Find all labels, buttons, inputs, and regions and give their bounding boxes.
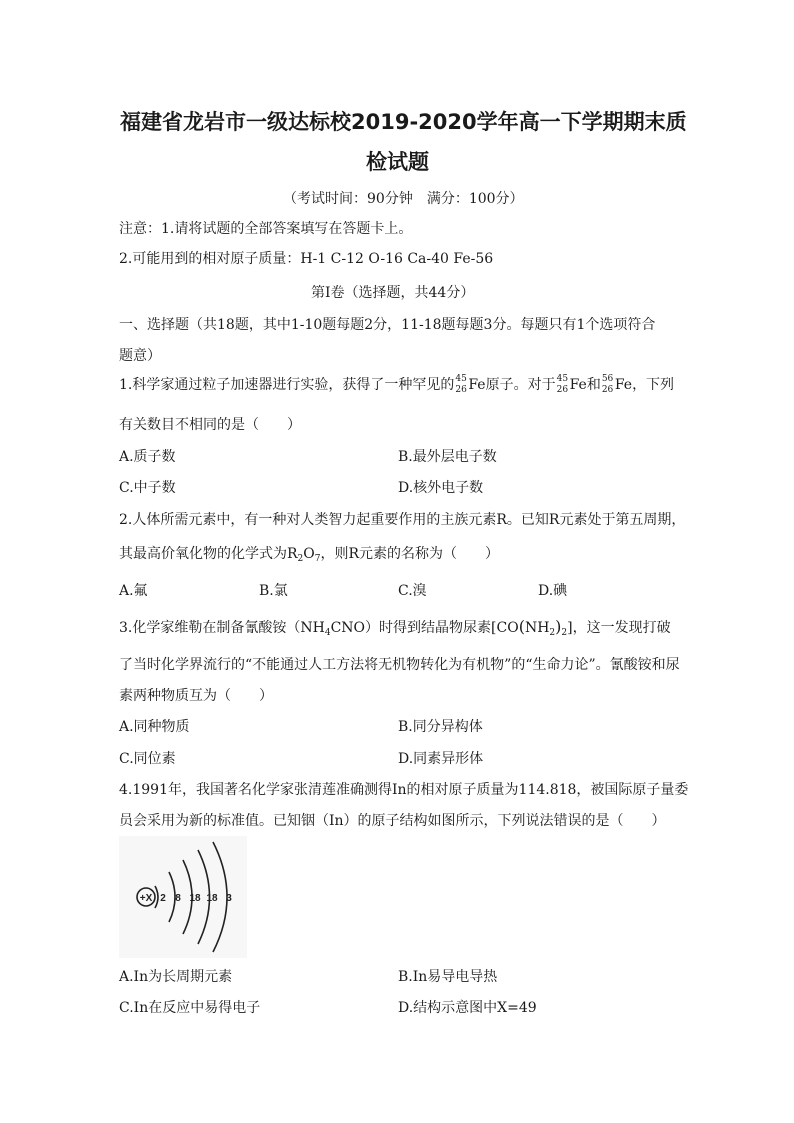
- q3-option-c[interactable]: C.同位素: [119, 751, 176, 767]
- q2-option-c[interactable]: C.溴: [398, 583, 427, 599]
- q1-stem-line2: 有关数目不相同的是（ ）: [119, 417, 301, 433]
- q4-stem-line2: 员会采用为新的标准值。已知铟（In）的原子结构如图所示，下列说法错误的是（ ）: [119, 813, 666, 829]
- shell-4-count: 18: [206, 893, 218, 904]
- formula-nh4cno: $NH_4CNO$: [300, 620, 366, 638]
- q3-option-a[interactable]: A.同种物质: [119, 719, 190, 735]
- atomic-structure-diagram: [119, 836, 247, 958]
- formula-r2o7: $R_2O_7$: [287, 546, 321, 564]
- q1-stem-line1: 1.科学家通过粒子加速器进行实验，获得了一种罕见的 45 26 Fe原子。对于 45 26 Fe和 56 26 Fe，下列: [119, 374, 675, 395]
- q4-option-a[interactable]: A.In为长周期元素: [119, 969, 233, 985]
- shell-1-count: 2: [160, 893, 166, 904]
- page-title-line1: 福建省龙岩市一级达标校2019-2020学年高一下学期期末质: [120, 110, 687, 134]
- q2-option-a[interactable]: A.氟: [119, 583, 148, 599]
- q4-option-d[interactable]: D.结构示意图中X=49: [398, 1000, 537, 1016]
- isotope-fe45-b: 45 26: [556, 374, 569, 395]
- part1-intro-line1: 一、选择题（共18题，其中1-10题每题2分，11-18题每题3分。每题只有1个选项符合: [119, 317, 656, 333]
- q1-option-a[interactable]: A.质子数: [119, 449, 176, 465]
- element-fe: Fe: [468, 377, 486, 393]
- page-title-line2: 检试题: [366, 150, 429, 174]
- note-1: 注意：1.请将试题的全部答案填写在答题卡上。: [119, 221, 413, 237]
- q4-option-b[interactable]: B.In易导电导热: [398, 969, 498, 985]
- q1-option-c[interactable]: C.中子数: [119, 480, 176, 496]
- nucleus-label: +X: [139, 893, 153, 904]
- q1-stem-a: 1.科学家通过粒子加速器进行实验，获得了一种罕见的: [119, 377, 455, 393]
- q3-option-d[interactable]: D.同素异形体: [398, 751, 484, 767]
- part1-intro-line2: 题意）: [119, 348, 161, 364]
- isotope-fe45-a: 45 26: [455, 374, 467, 395]
- q4-stem-line1: 4.1991年，我国著名化学家张清莲准确测得In的相对原子质量为114.818，被国际原子量委: [119, 782, 689, 798]
- exam-info: （考试时间：90分钟 满分：100分）: [283, 191, 524, 207]
- isotope-fe56: 56 26: [601, 374, 614, 395]
- q2-stem-line1: 2.人体所需元素中，有一种对人类智力起重要作用的主族元素R。已知R元素处于第五周期，: [119, 512, 686, 528]
- shell-3-count: 18: [189, 893, 201, 904]
- q2-stem-line2: 其最高价氧化物的化学式为$R_2O_7$，则R元素的名称为（ ）: [119, 546, 500, 564]
- shell-5-count: 3: [226, 893, 232, 904]
- shell-2-count: 8: [175, 893, 181, 904]
- q3-stem-line3: 素两种物质互为（ ）: [119, 688, 273, 704]
- q2-option-d[interactable]: D.碘: [538, 583, 568, 599]
- q3-stem-line1: 3.化学家维勒在制备氰酸铵$(NH_4CNO)$时得到结晶物尿素$[CO(NH_2)_2]$，这一发现打破: [119, 617, 671, 638]
- note-2: 2.可能用到的相对原子质量：H-1 C-12 O-16 Ca-40 Fe-56: [119, 251, 494, 267]
- formula-urea: $CO(NH_2)_2$: [496, 617, 568, 638]
- q3-stem-line2: 了当时化学界流行的“不能通过人工方法将无机物转化为有机物”的“生命力论”。氰酸铵和尿: [119, 657, 680, 673]
- q3-option-b[interactable]: B.同分异构体: [398, 719, 483, 735]
- q2-option-b[interactable]: B.氯: [259, 583, 288, 599]
- q1-option-b[interactable]: B.最外层电子数: [398, 449, 497, 465]
- q1-option-d[interactable]: D.核外电子数: [398, 480, 484, 496]
- section-title: 第Ⅰ卷（选择题，共44分）: [311, 285, 475, 301]
- q4-option-c[interactable]: C.In在反应中易得电子: [119, 1000, 261, 1016]
